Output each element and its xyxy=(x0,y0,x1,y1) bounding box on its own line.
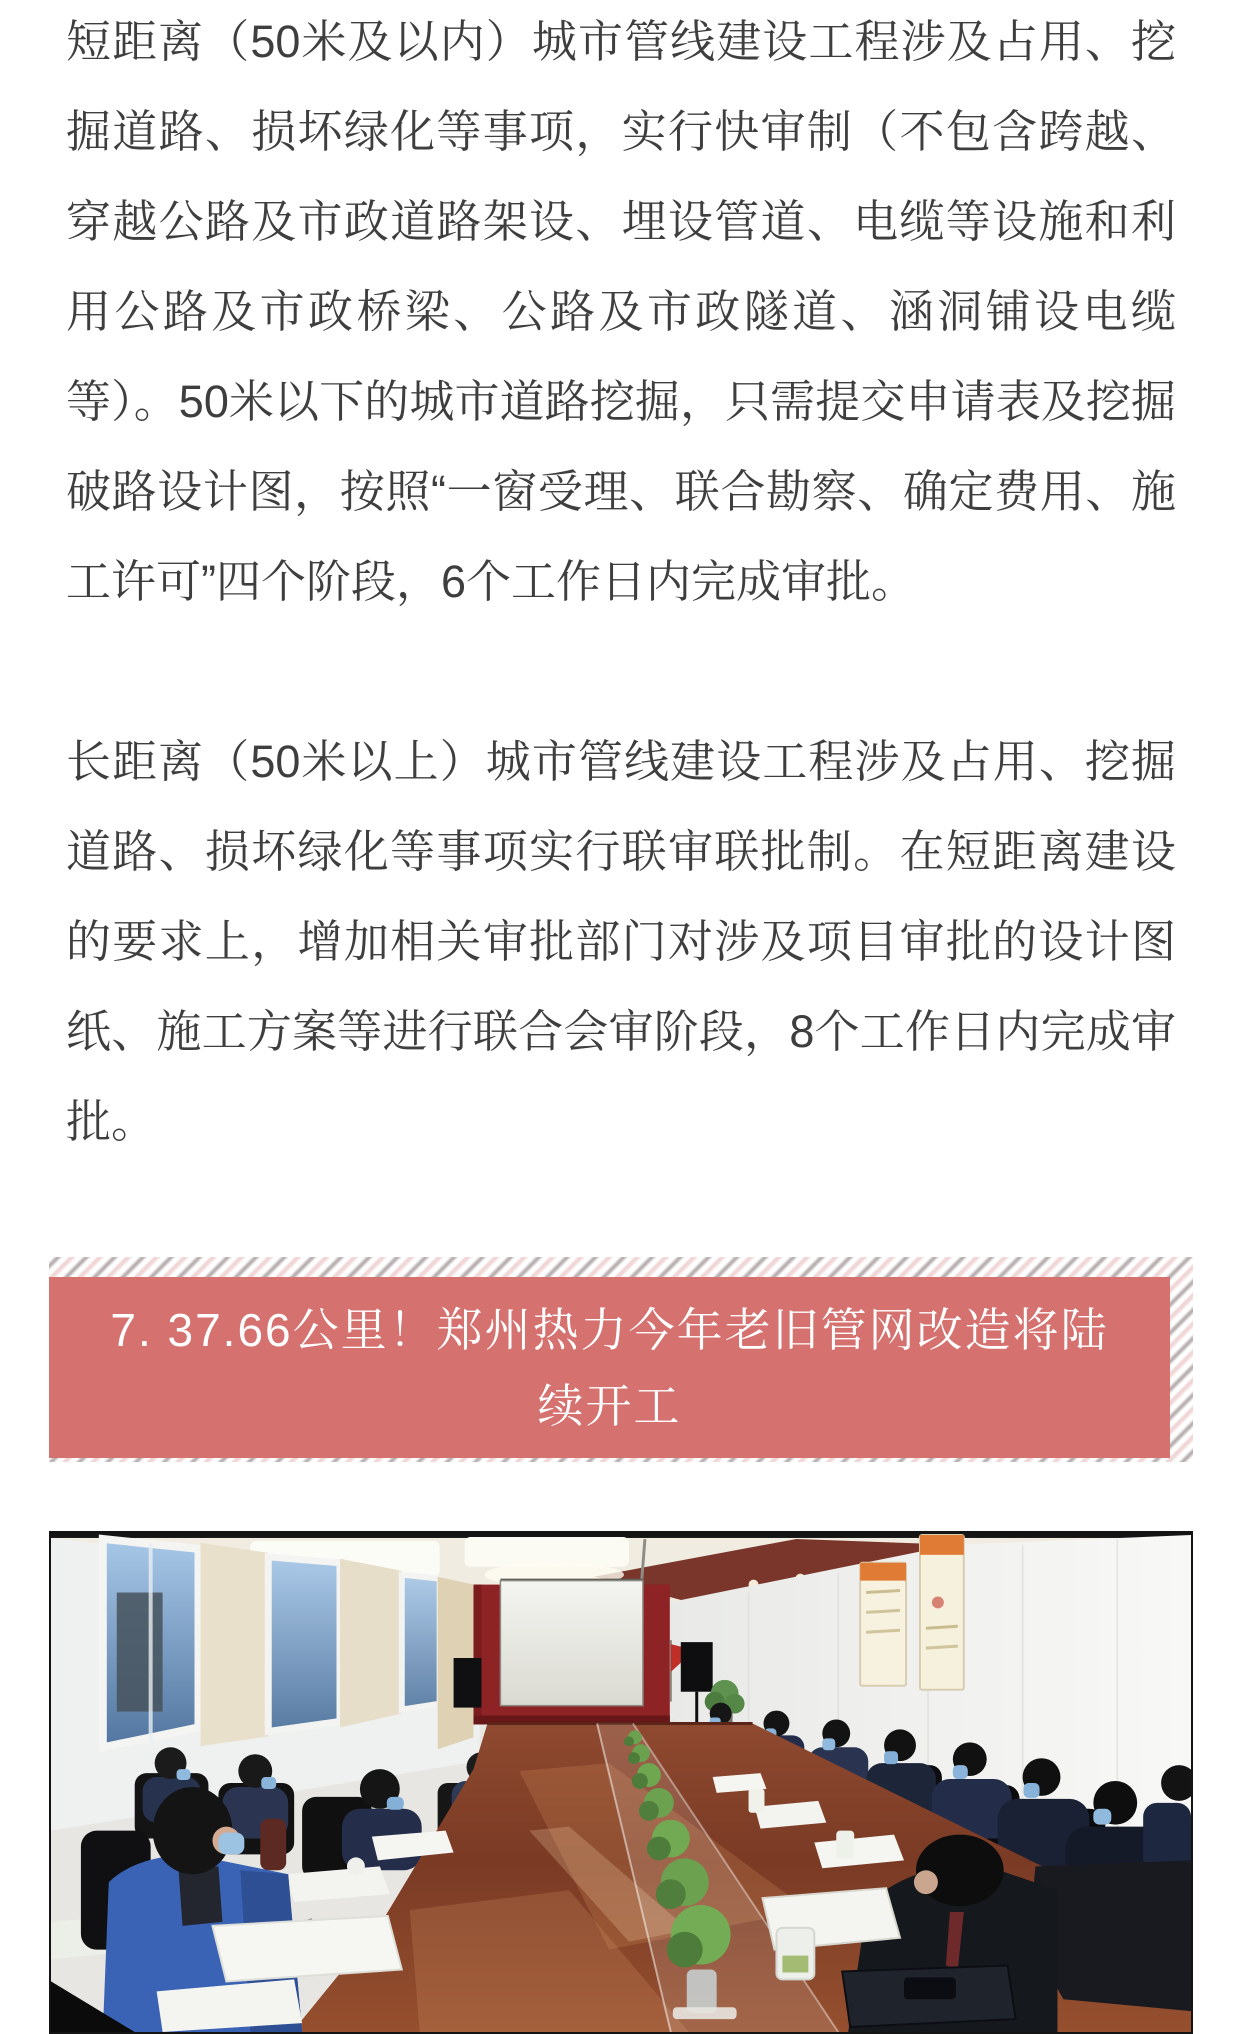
projection-screen xyxy=(500,1581,643,1706)
speaker-right xyxy=(681,1642,713,1692)
speaker-left xyxy=(454,1658,482,1708)
paragraph-long-distance: 长距离（50米以上）城市管线建设工程涉及占用、挖掘道路、损坏绿化等事项实行联审联批制。在短距离建设的要求上，增加相关审批部门对涉及项目审批的设计图纸、施工方案等进行联合会审阶段，8个工作日内完成审批。 xyxy=(66,736,1176,1147)
section-title-text: 7. 37.66公里！郑州热力今年老旧管网改造将陆续开工 xyxy=(110,1303,1109,1432)
section-title-banner xyxy=(49,1257,1193,1462)
section-title-box xyxy=(49,1277,1170,1458)
paragraph-short-distance: 短距离（50米及以内）城市管线建设工程涉及占用、挖掘道路、损坏绿化等事项，实行快审制（不包含跨越、穿越公路及市政道路架设、埋设管道、电缆等设施和利用公路及市政桥梁、公路及市政隧道、涵洞铺设电缆等）。50米以下的城市道路挖掘，只需提交申请表及挖掘破路设计图，按照“一窗受理、联合勘察、确定费用、施工许可”四个阶段，6个工作日内完成审批。 xyxy=(66,16,1176,607)
meeting-photo[interactable] xyxy=(49,1531,1193,2034)
meeting-photo-image xyxy=(51,1533,1191,2032)
